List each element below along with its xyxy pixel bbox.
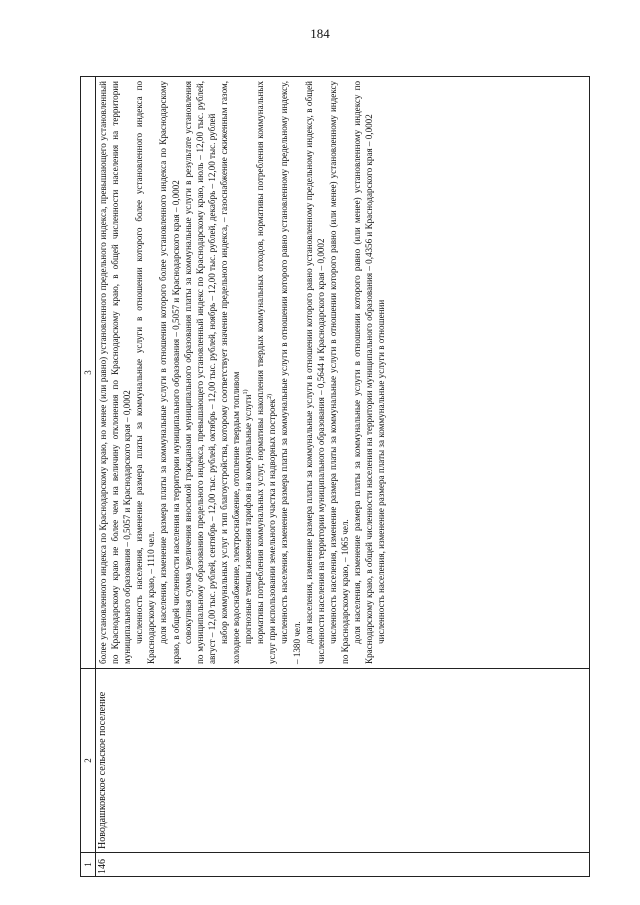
paragraph-text: численность населения, изменение размера платы за коммунальные услуги в отношении которого более установленного индекса по Краснодарскому краю, – 1110 чел. [134,81,157,664]
rotated-table-container [80,77,588,877]
paragraph-text: совокупная сумма увеличения вносимой гражданами муниципального образования платы за коммунальные услуги в результате установления по муниципальному образованию предельного индекса, превышающего установленный индекс по Краснодарскому краю, июль – 12,00 тыс. рублей, август – 12,00 тыс. рублей, сентябрь – 12,00 тыс. рублей, октябрь – 12,00 тыс. рублей, ноябрь – 12,00 тыс. рублей, декабрь – 12,00 тыс. рублей [182,81,217,664]
description-paragraph [182,81,218,664]
paragraph-text: набор коммунальных услуг и тип благоустройства, которому соответствует значение предельного индекса, – газоснабжение сжиженным газом, холодное водоснабжение, электроснабжение, отопление твердым топливом [218,81,242,664]
settlement-name-cell: Новодашковское сельское поселение [96,669,590,853]
paragraph-text: прогнозные темпы изменения тарифов на коммунальные услуги [243,394,254,644]
description-paragraphs [97,81,387,664]
paragraph-text: более установленного индекса по Краснодарскому краю, но менее (или равно) установленного предельного индекса, превышающего установленный по Краснодарскому краю не более чем на величину отклонения по Краснодарскому краю, в общей численности населения на территории муниципального образования – 0,5057 и Краснодарского края – 0,0002 [98,81,133,664]
table-header-row [81,77,96,877]
description-paragraph [278,81,302,664]
table-row [96,77,590,877]
header-cell-3: 3 [81,77,96,669]
row-number-cell: 146 [96,853,590,877]
paragraph-text: численность населения, изменение размера платы за коммунальные услуги в отношении [376,299,387,644]
data-table [80,76,590,877]
paragraph-text: численность населения, изменение размера платы за коммунальные услуги в отношении которого равно (или менее) установленному индексу по Краснодарскому краю, – 1065 чел. [327,81,350,664]
description-paragraph [157,81,181,664]
description-paragraph [327,81,351,664]
footnote-marker: 2) [267,393,274,399]
description-paragraph [97,81,133,664]
paragraph-text: доля населения, изменение размера платы за коммунальные услуги в отношении которого равно установленному предельному индексу, в общей численности населения на территории муниципального образования – 0,5644 и Краснодарского края – 0,0002 [303,81,326,664]
paragraph-text: нормативы потребления коммунальных услуг, нормативы накопления твердых коммунальных отходов, нормативы потребления коммунальных услуг при использовании земельного участка и надворных построек [255,81,278,664]
description-paragraph [303,81,327,664]
description-paragraph [218,81,242,664]
footnote-marker: 1) [243,389,250,395]
header-cell-1: 1 [81,853,96,877]
description-paragraph [242,81,254,664]
header-cell-2: 2 [81,669,96,853]
paragraph-text: численность населения, изменение размера платы за коммунальные услуги в отношении которого равно установленному предельному индексу, – 1380 чел. [279,81,302,664]
paragraph-text: доля населения, изменение размера платы за коммунальные услуги в отношении которого более установленного индекса по Краснодарскому краю, в общей численности населения на территории муниципального образования – 0,5057 и Краснодарского края – 0,0002 [158,81,181,664]
description-paragraph [375,81,387,664]
description-cell [96,77,590,669]
description-paragraph [133,81,157,664]
description-paragraph [254,81,278,664]
paragraph-text: доля населения, изменение размера платы за коммунальные услуги в отношении которого равно (или менее) установленному индексу по Краснодарскому краю, в общей численности населения на территории муниципального образования – 0,4356 и Краснодарского края – 0,0002 [351,81,375,664]
description-paragraph [351,81,375,664]
page-number: 184 [310,26,330,41]
